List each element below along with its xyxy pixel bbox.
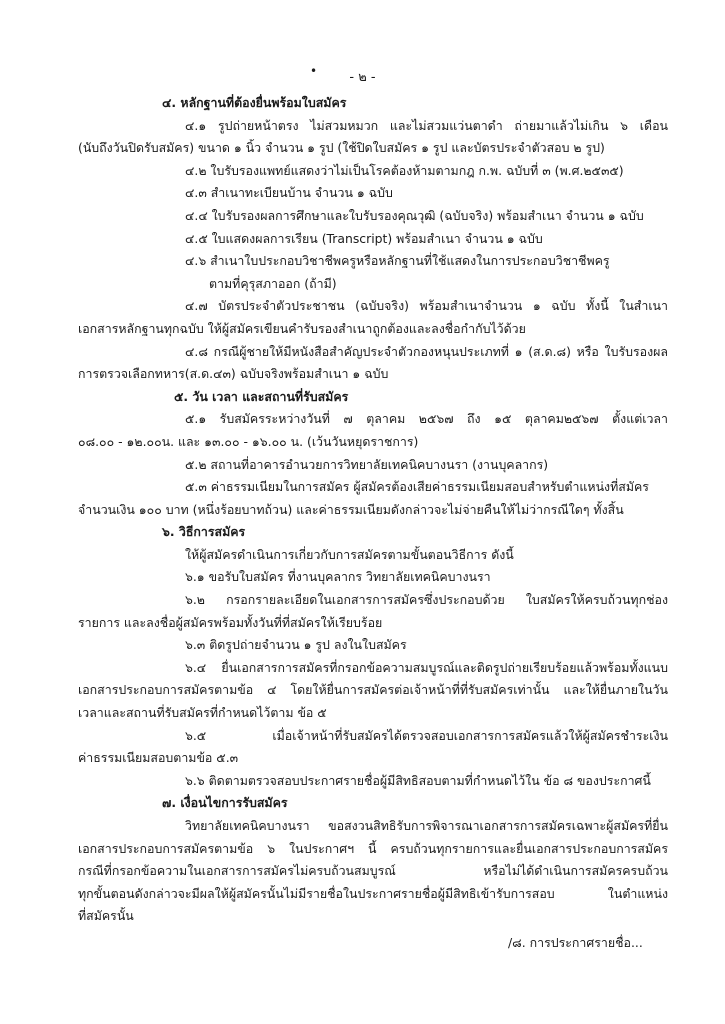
- continuation-note: /๘. การประกาศรายชื่อ...: [508, 935, 643, 950]
- paragraph-line: ๔.๘ กรณีผู้ชายให้มีหนังสือสำคัญประจำตัวกองหนุนประเภทที่ ๑ (ส.ด.๘) หรือ ใบรับรองผล: [185, 343, 668, 359]
- paragraph-line: การตรวจเลือกทหาร(ส.ด.๔๓) ฉบับจริงพร้อมสำเนา ๑ ฉบับ: [78, 366, 389, 382]
- paragraph-line: จำนวนเงิน ๑๐๐ บาท (หนึ่งร้อยบาทถ้วน) และค่าธรรมเนียมดังกล่าวจะไม่จ่ายคืนให้ไม่ว่ากรณีใดๆ ทั้งสิ้น: [78, 501, 624, 517]
- paragraph-line: วิทยาลัยเทคนิคบางนรา ขอสงวนสิทธิรับการพิจารณาเอกสารการสมัครเฉพาะผู้สมัครที่ยื่น: [185, 818, 668, 833]
- section-5-heading: ๕. วัน เวลา และสถานที่รับสมัคร: [174, 388, 349, 404]
- paragraph-line: กรณีที่กรอกข้อความในเอกสารการสมัครไม่ครบถ้วนสมบูรณ์ หรือไม่ได้ดำเนินการสมัครครบถ้วน: [78, 863, 668, 879]
- paragraph-line: ๕.๒ สถานที่อาคารอำนวยการวิทยาลัยเทคนิคบางนรา (งานบุคลากร): [185, 456, 549, 472]
- paragraph-line: ๖.๕ เมื่อเจ้าหน้าที่รับสมัครได้ตรวจสอบเอกสารการสมัครแล้วให้ผู้สมัครชำระเงิน: [185, 727, 668, 743]
- paragraph-line: เอกสารหลักฐานทุกฉบับ ให้ผู้สมัครเขียนคำรับรองสำเนาถูกต้องและลงชื่อกำกับไว้ด้วย: [78, 320, 526, 336]
- paragraph-line: (นับถึงวันปิดรับสมัคร) ขนาด ๑ นิ้ว จำนวน ๑ รูป (ใช้ปิดใบสมัคร ๑ รูป และบัตรประจำตัวสอบ ๒ รูป): [78, 140, 605, 156]
- paragraph-line: ๖.๓ ติดรูปถ่ายจำนวน ๑ รูป ลงในใบสมัคร: [185, 637, 407, 653]
- paragraph-line: รายการ และลงชื่อผู้สมัครพร้อมทั้งวันที่ที่สมัครให้เรียบร้อย: [78, 614, 383, 630]
- document-body: [78, 92, 668, 928]
- paragraph-line: ค่าธรรมเนียมสอบตามข้อ ๕.๓: [78, 750, 239, 766]
- section-6-heading: ๖. วิธีการสมัคร: [162, 524, 246, 540]
- paragraph-line: ให้ผู้สมัครดำเนินการเกี่ยวกับการสมัครตามขั้นตอนวิธีการ ดังนี้: [185, 546, 514, 562]
- paragraph-line: ๔.๗ บัตรประจำตัวประชาชน (ฉบับจริง) พร้อมสำเนาจำนวน ๑ ฉบับ ทั้งนี้ ในสำเนา: [185, 298, 668, 314]
- paragraph-line: ทุกขั้นตอนดังกล่าวจะมีผลให้ผู้สมัครนั้นไม่มีรายชื่อในประกาศรายชื่อผู้มีสิทธิเข้ารับการสอบ ในตำแหน่ง: [78, 885, 668, 901]
- paragraph-line: ๔.๔ ใบรับรองผลการศึกษาและใบรับรองคุณวุฒิ (ฉบับจริง) พร้อมสำเนา จำนวน ๑ ฉบับ: [185, 207, 644, 223]
- ink-dot: •: [310, 64, 318, 78]
- paragraph-line: ๔.๒ ใบรับรองแพทย์แสดงว่าไม่เป็นโรคต้องห้ามตามกฎ ก.พ. ฉบับที่ ๓ (พ.ศ.๒๕๓๕): [185, 162, 624, 178]
- paragraph-line: ๖.๑ ขอรับใบสมัคร ที่งานบุคลากร วิทยาลัยเทคนิคบางนรา: [185, 569, 491, 585]
- section-4-heading: ๔. หลักฐานที่ต้องยื่นพร้อมใบสมัคร: [162, 95, 347, 110]
- paragraph-line: ที่สมัครนั้น: [78, 908, 134, 924]
- paragraph-line: ๔.๑ รูปถ่ายหน้าตรง ไม่สวมหมวก และไม่สวมแว่นตาดำ ถ่ายมาแล้วไม่เกิน ๖ เดือน: [185, 117, 668, 133]
- page-number: - ๒ -: [349, 70, 376, 85]
- paragraph-line: ๕.๓ ค่าธรรมเนียมในการสมัคร ผู้สมัครต้องเสียค่าธรรมเนียมสอบสำหรับตำแหน่งที่สมัคร: [185, 479, 649, 495]
- section-7-heading: ๗. เงื่อนไขการรับสมัคร: [162, 795, 288, 811]
- paragraph-line: เอกสารประกอบการสมัครตามข้อ ๖ ในประกาศฯ นี้ ครบถ้วนทุกรายการและยื่นเอกสารประกอบการสมัคร: [78, 840, 668, 856]
- paragraph-line: ๔.๓ สำเนาทะเบียนบ้าน จำนวน ๑ ฉบับ: [185, 185, 393, 201]
- paragraph-line: ๖.๖ ติดตามตรวจสอบประกาศรายชื่อผู้มีสิทธิสอบตามที่กำหนดไว้ใน ข้อ ๘ ของประกาศนี้: [185, 772, 651, 788]
- paragraph-line: เอกสารประกอบการสมัครตามข้อ ๔ โดยให้ยื่นการสมัครต่อเจ้าหน้าที่ที่รับสมัครเท่านั้น และให้ยื่นภายในวัน: [78, 682, 668, 698]
- paragraph-line: ๖.๔ ยื่นเอกสารการสมัครที่กรอกข้อความสมบูรณ์และติดรูปถ่ายเรียบร้อยแล้วพร้อมทั้งแนบ: [185, 659, 668, 675]
- paragraph-line: ๔.๕ ใบแสดงผลการเรียน (Transcript) พร้อมสำเนา จำนวน ๑ ฉบับ: [185, 230, 543, 246]
- paragraph-line: ๔.๖ สำเนาใบประกอบวิชาชีพครูหรือหลักฐานที่ใช้แสดงในการประกอบวิชาชีพครู: [185, 253, 610, 269]
- paragraph-line: ๕.๑ รับสมัครระหว่างวันที่ ๗ ตุลาคม ๒๕๖๗ ถึง ๑๕ ตุลาคม๒๕๖๗ ตั้งแต่เวลา: [185, 411, 668, 427]
- paragraph-line: เวลาและสถานที่รับสมัครที่กำหนดไว้ตาม ข้อ ๕: [78, 705, 327, 721]
- paragraph-line: ตามที่คุรุสภาออก (ถ้ามี): [209, 275, 337, 291]
- paragraph-line: ๐๘.๐๐ - ๑๒.๐๐น. และ ๑๓.๐๐ - ๑๖.๐๐ น. (เว้นวันหยุดราชการ): [78, 433, 419, 449]
- paragraph-line: ๖.๒ กรอกรายละเอียดในเอกสารการสมัครซึ่งประกอบด้วย ใบสมัครให้ครบถ้วนทุกช่อง: [185, 592, 668, 608]
